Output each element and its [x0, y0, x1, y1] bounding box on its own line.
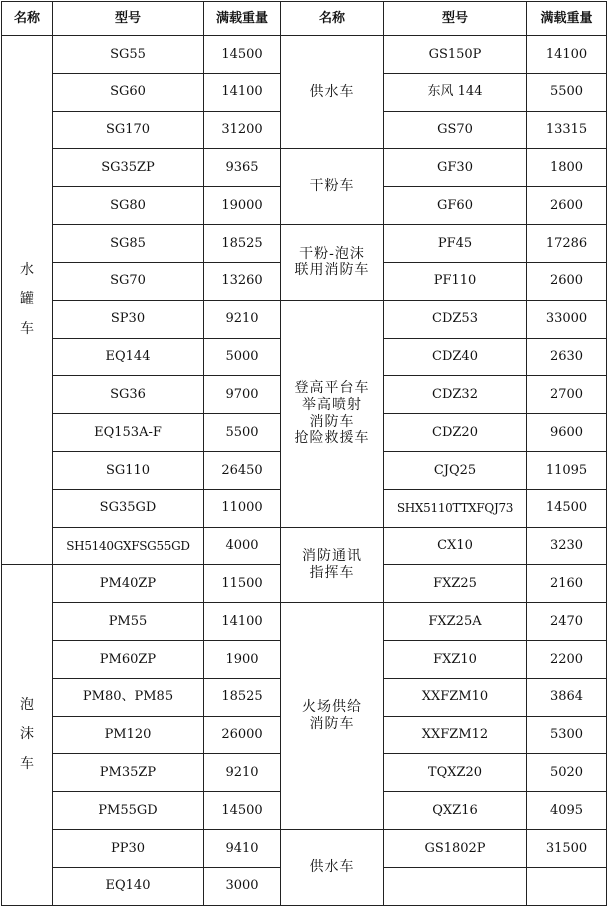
left-model-cell: PM35ZP	[53, 754, 204, 792]
table-row	[2, 149, 607, 187]
right-weight-cell: 5020	[527, 754, 607, 792]
left-weight-cell: 9365	[204, 149, 281, 187]
left-model-cell: SH5140GXFSG55GD	[53, 527, 204, 565]
left-weight-cell: 4000	[204, 527, 281, 565]
right-weight-cell: 33000	[527, 300, 607, 338]
right-model-cell: GS1802P	[384, 830, 527, 868]
left-weight-cell: 14500	[204, 792, 281, 830]
right-model-cell: FXZ25A	[384, 603, 527, 641]
right-category-name: 供水车	[281, 830, 384, 906]
right-weight-cell: 31500	[527, 830, 607, 868]
left-weight-cell: 14500	[204, 36, 281, 74]
left-model-cell: SG60	[53, 73, 204, 111]
right-weight-cell: 2200	[527, 641, 607, 679]
left-category-label: 水罐车	[20, 262, 34, 337]
header-weight-left: 满载重量	[204, 2, 281, 36]
right-weight-cell: 2470	[527, 603, 607, 641]
right-model-cell: CJQ25	[384, 451, 527, 489]
header-model-right: 型号	[384, 2, 527, 36]
right-weight-cell: 11095	[527, 451, 607, 489]
right-model-cell: PF110	[384, 262, 527, 300]
header-row	[2, 2, 607, 36]
left-weight-cell: 9410	[204, 830, 281, 868]
left-model-cell: PM55GD	[53, 792, 204, 830]
left-model-cell: SG35GD	[53, 489, 204, 527]
left-model-cell: PM80、PM85	[53, 678, 204, 716]
right-model-cell: FXZ25	[384, 565, 527, 603]
right-category-name: 火场供给 消防车	[281, 603, 384, 830]
right-model-cell: TQXZ20	[384, 754, 527, 792]
left-model-cell: PM120	[53, 716, 204, 754]
left-model-cell: SG80	[53, 187, 204, 225]
table-row	[2, 225, 607, 263]
left-weight-cell: 11000	[204, 489, 281, 527]
right-weight-cell: 2700	[527, 376, 607, 414]
left-model-cell: SG110	[53, 451, 204, 489]
right-category-name: 消防通讯 指挥车	[281, 527, 384, 603]
header-model-left: 型号	[53, 2, 204, 36]
left-model-cell: EQ140	[53, 867, 204, 905]
left-weight-cell: 9210	[204, 300, 281, 338]
left-weight-cell: 19000	[204, 187, 281, 225]
header-name-right: 名称	[281, 2, 384, 36]
right-weight-cell: 5300	[527, 716, 607, 754]
right-model-cell: XXFZM12	[384, 716, 527, 754]
header-name-left: 名称	[2, 2, 53, 36]
right-category-name: 干粉-泡沫 联用消防车	[281, 225, 384, 301]
vehicle-spec-table	[1, 1, 607, 906]
left-weight-cell: 5000	[204, 338, 281, 376]
left-model-cell: SG35ZP	[53, 149, 204, 187]
right-weight-cell: 5500	[527, 73, 607, 111]
left-category-name	[2, 36, 53, 565]
table-row	[2, 603, 607, 641]
left-weight-cell: 18525	[204, 678, 281, 716]
left-weight-cell: 13260	[204, 262, 281, 300]
left-model-cell: EQ153A-F	[53, 414, 204, 452]
right-model-cell: CDZ32	[384, 376, 527, 414]
left-weight-cell: 26000	[204, 716, 281, 754]
left-weight-cell: 14100	[204, 603, 281, 641]
left-model-cell: PP30	[53, 830, 204, 868]
left-model-cell: SG55	[53, 36, 204, 74]
right-model-cell: FXZ10	[384, 641, 527, 679]
right-model-cell: GS150P	[384, 36, 527, 74]
right-category-name: 供水车	[281, 36, 384, 149]
right-weight-cell: 2160	[527, 565, 607, 603]
left-model-cell: SG85	[53, 225, 204, 263]
left-model-cell: SP30	[53, 300, 204, 338]
table-row	[2, 527, 607, 565]
right-weight-cell: 1800	[527, 149, 607, 187]
left-model-cell: SG170	[53, 111, 204, 149]
right-weight-cell	[527, 867, 607, 905]
right-category-name: 干粉车	[281, 149, 384, 225]
right-category-name: 登高平台车 举高喷射 消防车 抢险救援车	[281, 300, 384, 527]
table-row	[2, 830, 607, 868]
left-model-cell: SG36	[53, 376, 204, 414]
table-body	[2, 36, 607, 906]
right-model-cell: XXFZM10	[384, 678, 527, 716]
left-model-cell: EQ144	[53, 338, 204, 376]
left-model-cell: PM40ZP	[53, 565, 204, 603]
right-weight-cell: 14500	[527, 489, 607, 527]
left-model-cell: PM55	[53, 603, 204, 641]
left-weight-cell: 5500	[204, 414, 281, 452]
right-model-cell: GF60	[384, 187, 527, 225]
right-model-cell: GS70	[384, 111, 527, 149]
right-weight-cell: 2600	[527, 262, 607, 300]
left-weight-cell: 26450	[204, 451, 281, 489]
left-weight-cell: 14100	[204, 73, 281, 111]
left-model-cell: SG70	[53, 262, 204, 300]
left-weight-cell: 3000	[204, 867, 281, 905]
right-weight-cell: 2630	[527, 338, 607, 376]
right-model-cell: CX10	[384, 527, 527, 565]
left-weight-cell: 1900	[204, 641, 281, 679]
right-weight-cell: 14100	[527, 36, 607, 74]
left-category-name	[2, 565, 53, 905]
right-weight-cell: 9600	[527, 414, 607, 452]
right-model-cell: SHX5110TTXFQJ73	[384, 489, 527, 527]
right-weight-cell: 13315	[527, 111, 607, 149]
left-weight-cell: 9700	[204, 376, 281, 414]
right-model-cell: QXZ16	[384, 792, 527, 830]
header-weight-right: 满载重量	[527, 2, 607, 36]
right-model-cell: 东风 144	[384, 73, 527, 111]
right-model-cell: CDZ20	[384, 414, 527, 452]
right-model-cell: CDZ40	[384, 338, 527, 376]
left-weight-cell: 11500	[204, 565, 281, 603]
right-model-cell: CDZ53	[384, 300, 527, 338]
right-weight-cell: 2600	[527, 187, 607, 225]
left-weight-cell: 31200	[204, 111, 281, 149]
right-weight-cell: 3230	[527, 527, 607, 565]
left-category-label: 泡沫车	[20, 696, 34, 772]
right-weight-cell: 4095	[527, 792, 607, 830]
right-weight-cell: 3864	[527, 678, 607, 716]
right-model-cell	[384, 867, 527, 905]
table-row	[2, 300, 607, 338]
table-row	[2, 36, 607, 74]
right-weight-cell: 17286	[527, 225, 607, 263]
left-weight-cell: 9210	[204, 754, 281, 792]
right-model-cell: PF45	[384, 225, 527, 263]
left-model-cell: PM60ZP	[53, 641, 204, 679]
left-weight-cell: 18525	[204, 225, 281, 263]
right-model-cell: GF30	[384, 149, 527, 187]
